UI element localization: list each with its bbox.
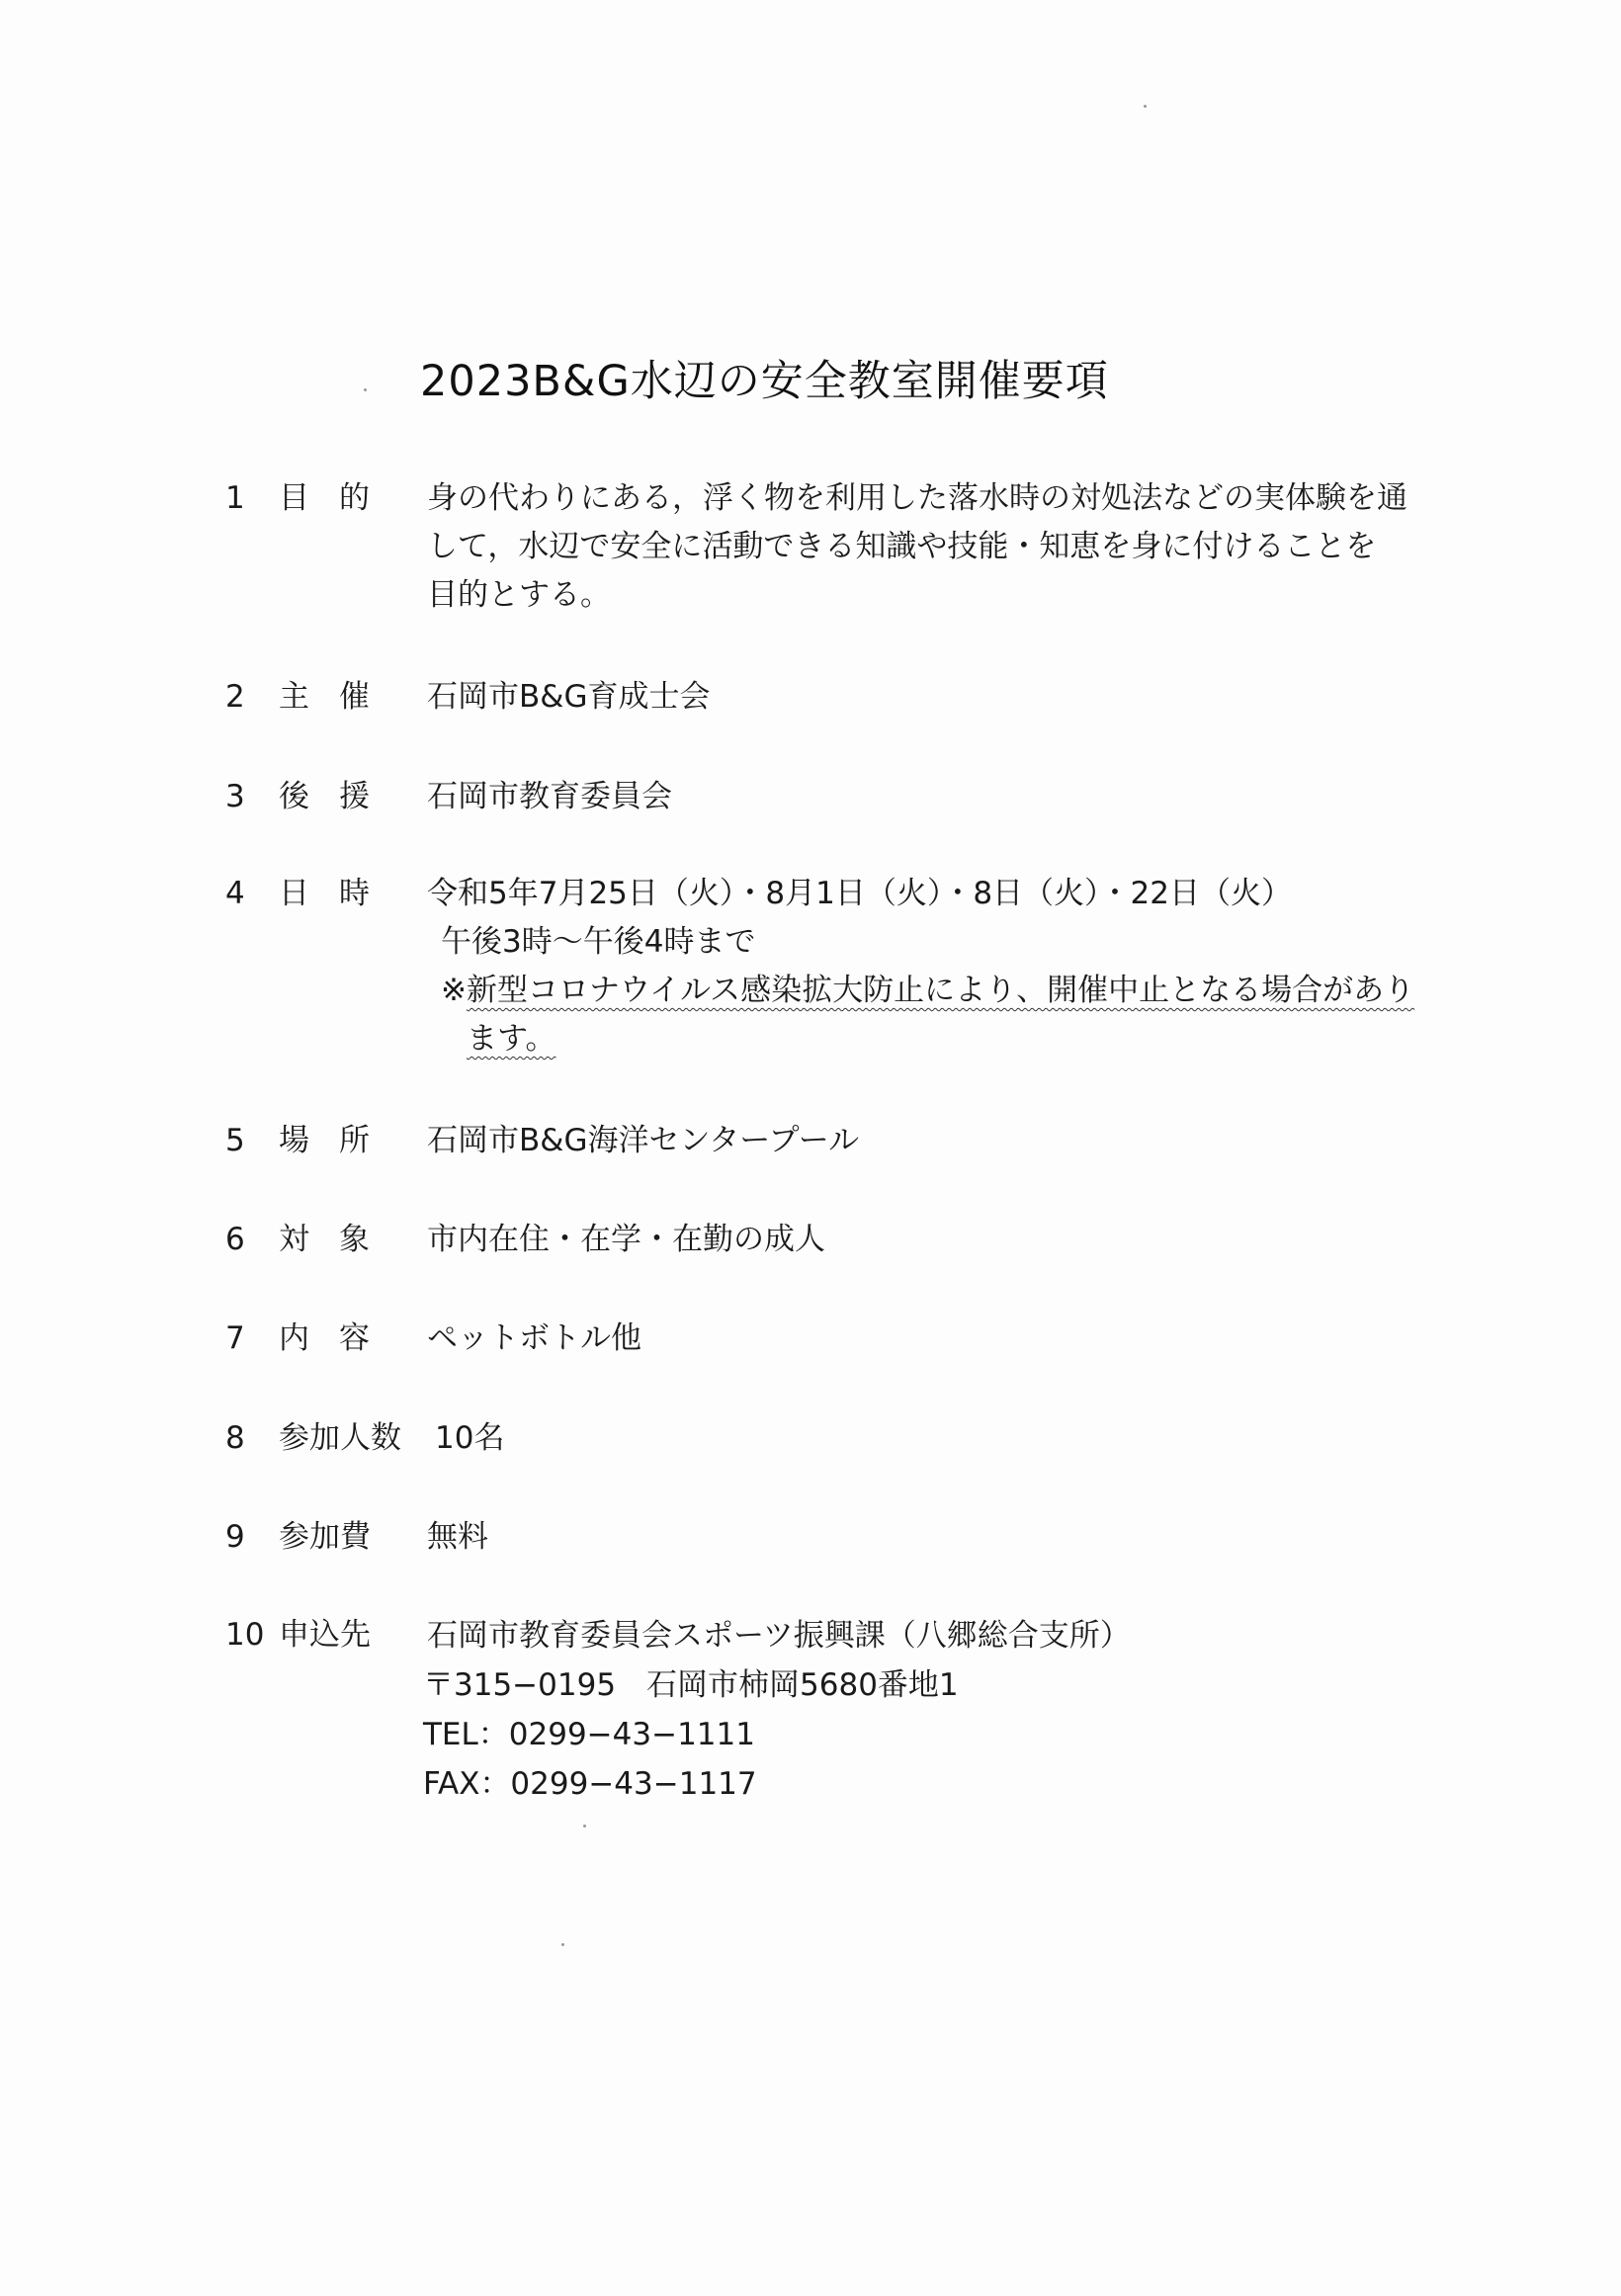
content-line: 無料 bbox=[427, 1519, 488, 1555]
section-number: 9 bbox=[225, 1519, 245, 1555]
section-number: 6 bbox=[225, 1222, 245, 1257]
section-content bbox=[435, 1414, 504, 1463]
scan-speck bbox=[561, 1943, 564, 1946]
fax-number: FAX：0299−43−1117 bbox=[423, 1766, 757, 1802]
section-label: 日時 bbox=[279, 876, 399, 911]
cancellation-note-continued bbox=[427, 1015, 1414, 1063]
section-content bbox=[427, 474, 1408, 620]
section-label: 参加人数 bbox=[279, 1420, 401, 1456]
section-label: 申込先 bbox=[279, 1617, 371, 1653]
content-line: 石岡市教育委員会スポーツ振興課（八郷総合支所） bbox=[427, 1618, 1131, 1654]
section-number: 7 bbox=[225, 1320, 245, 1356]
section-content bbox=[427, 1216, 825, 1264]
content-line: 10名 bbox=[435, 1420, 505, 1456]
section-label: 参加費 bbox=[279, 1519, 371, 1555]
scan-speck bbox=[1144, 105, 1147, 108]
section-number: 10 bbox=[225, 1617, 265, 1653]
section-label: 対象 bbox=[279, 1222, 399, 1257]
content-line: 目的とする。 bbox=[427, 577, 611, 613]
section-content bbox=[427, 1315, 641, 1363]
content-line: して，水辺で安全に活動できる知識や技能・知恵を身に付けることを bbox=[427, 529, 1377, 564]
section-label: 目的 bbox=[279, 480, 399, 516]
section-content bbox=[427, 673, 710, 722]
content-line: 身の代わりにある，浮く物を利用した落水時の対処法などの実体験を通 bbox=[427, 480, 1408, 516]
cancellation-note bbox=[427, 967, 1414, 1015]
section-number: 1 bbox=[225, 480, 245, 516]
content-line: ペットボトル他 bbox=[427, 1320, 641, 1356]
content-line: 令和5年7月25日（火）・8月1日（火）・8日（火）・22日（火） bbox=[427, 876, 1293, 911]
section-number: 4 bbox=[225, 876, 245, 911]
section-label: 主催 bbox=[279, 679, 399, 715]
section-number: 2 bbox=[225, 679, 245, 715]
content-line: 石岡市B&G海洋センタープール bbox=[427, 1123, 860, 1158]
section-content bbox=[427, 1117, 859, 1165]
content-line: 石岡市B&G育成士会 bbox=[427, 679, 711, 715]
section-number: 8 bbox=[225, 1420, 245, 1456]
section-number: 3 bbox=[225, 779, 245, 814]
content-line: 市内在住・在学・在勤の成人 bbox=[427, 1222, 825, 1257]
postal-address: 〒315−0195 石岡市柿岡5680番地1 bbox=[423, 1667, 959, 1703]
note-text: 新型コロナウイルス感染拡大防止により、開催中止となる場合があり bbox=[466, 973, 1415, 1008]
section-label: 後援 bbox=[279, 779, 399, 814]
scan-speck bbox=[364, 388, 367, 391]
note-mark: ※ bbox=[441, 973, 467, 1008]
document-title: 2023B&G水辺の安全教室開催要項 bbox=[420, 357, 1109, 406]
phone-number: TEL：0299−43−1111 bbox=[423, 1717, 755, 1752]
section-label: 内容 bbox=[279, 1320, 399, 1356]
content-line: 石岡市教育委員会 bbox=[427, 779, 672, 814]
section-content bbox=[427, 1513, 488, 1562]
section-number: 5 bbox=[225, 1123, 245, 1158]
note-text: ます。 bbox=[467, 1021, 556, 1057]
content-line: 午後3時～午後4時まで bbox=[441, 924, 756, 960]
scan-speck bbox=[583, 1825, 586, 1828]
section-content bbox=[427, 773, 672, 821]
section-content bbox=[427, 870, 1414, 1063]
section-label: 場所 bbox=[279, 1123, 399, 1158]
section-content bbox=[423, 1611, 1131, 1809]
